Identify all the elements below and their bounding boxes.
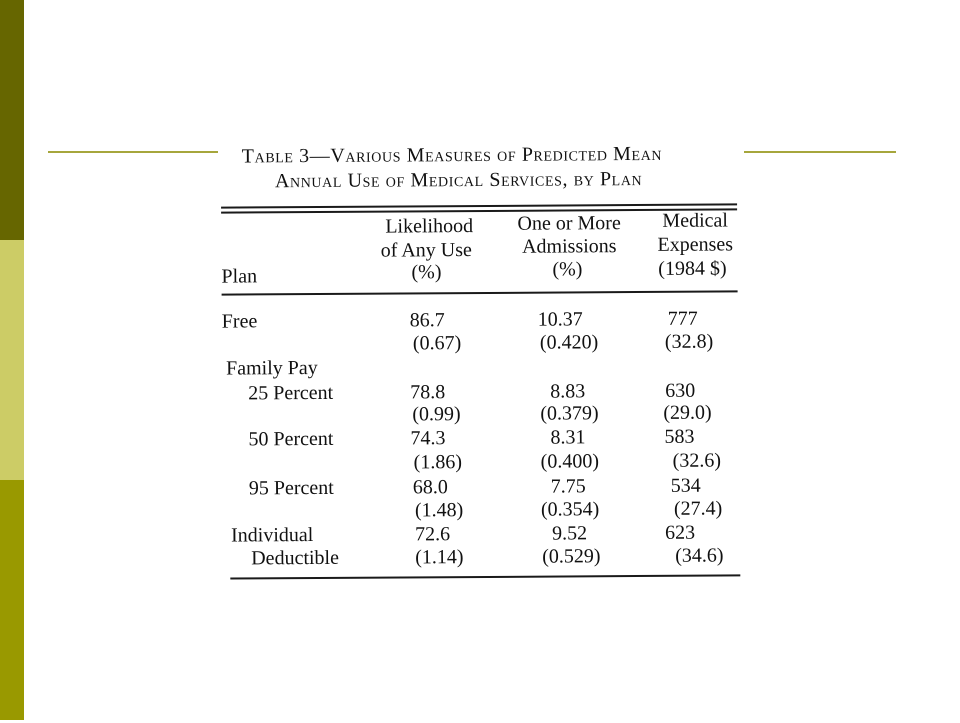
header-plan: Plan	[221, 265, 258, 288]
cell-deductible-any-use: 72.6	[414, 523, 451, 546]
header-expenses-line3: (1984 $)	[658, 257, 727, 280]
cell-95-expenses-se: (27.4)	[673, 497, 723, 520]
cell-95-any-use-se: (1.48)	[414, 499, 464, 522]
cell-25-admissions: 8.83	[550, 380, 586, 403]
bottom-rule	[230, 574, 740, 579]
cell-50-admissions-se: (0.400)	[540, 450, 600, 473]
top-double-rule-upper	[221, 203, 737, 208]
cell-free-admissions-se: (0.420)	[539, 331, 599, 354]
cell-free-any-use-se: (0.67)	[412, 332, 462, 355]
cell-50-any-use-se: (1.86)	[413, 451, 463, 474]
cell-25-any-use: 78.8	[410, 381, 446, 404]
cell-free-any-use: 86.7	[409, 309, 445, 332]
cell-50-admissions: 8.31	[550, 426, 586, 449]
cell-deductible-any-use-se: (1.14)	[415, 546, 464, 569]
cell-95-expenses: 534	[670, 474, 701, 497]
cell-free-expenses: 777	[667, 307, 698, 330]
row-label-25-percent: 25 Percent	[248, 381, 334, 405]
cell-25-expenses-se: (29.0)	[663, 401, 712, 424]
row-label-95-percent: 95 Percent	[248, 476, 334, 500]
cell-25-expenses: 630	[665, 379, 696, 402]
group-label-family-pay: Family Pay	[225, 356, 318, 380]
cell-deductible-expenses-se: (34.6)	[675, 544, 724, 567]
row-label-deductible: Deductible	[251, 546, 340, 570]
cell-50-expenses: 583	[664, 425, 695, 448]
row-label-individual: Individual	[231, 524, 314, 547]
table-title-line1: Table 3—Various Measures of Predicted Mean	[241, 142, 663, 168]
cell-25-admissions-se: (0.379)	[540, 402, 599, 425]
header-admissions-line1: One or More	[517, 212, 621, 235]
header-admissions-line2: Admissions	[522, 235, 617, 258]
cell-95-any-use: 68.0	[412, 476, 448, 499]
cell-95-admissions-se: (0.354)	[540, 498, 600, 521]
cell-95-admissions: 7.75	[550, 475, 586, 498]
cell-50-any-use: 74.3	[410, 427, 446, 450]
cell-free-expenses-se: (32.8)	[664, 330, 714, 353]
cell-deductible-admissions-se: (0.529)	[542, 545, 601, 568]
header-admissions-line3: (%)	[552, 258, 583, 281]
header-any-use-line1: Likelihood	[385, 215, 474, 238]
row-label-free: Free	[221, 310, 258, 333]
row-label-50-percent: 50 Percent	[248, 427, 334, 451]
header-expenses-line1: Medical	[662, 209, 728, 232]
header-any-use-line3: (%)	[411, 261, 442, 284]
header-expenses-line2: Expenses	[657, 233, 734, 256]
cell-25-any-use-se: (0.99)	[412, 403, 461, 426]
cell-free-admissions: 10.37	[537, 308, 583, 331]
cell-deductible-admissions: 9.52	[551, 522, 588, 545]
header-rule	[222, 290, 738, 295]
header-any-use-line2: of Any Use	[380, 239, 472, 262]
table-title-line2: Annual Use of Medical Services, by Plan	[274, 168, 643, 193]
cell-deductible-expenses: 623	[664, 521, 696, 544]
cell-50-expenses-se: (32.6)	[672, 449, 722, 472]
